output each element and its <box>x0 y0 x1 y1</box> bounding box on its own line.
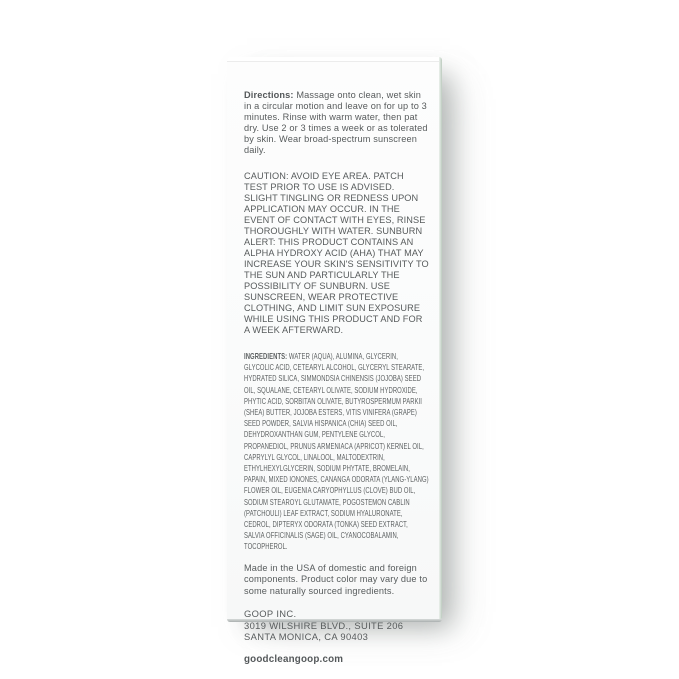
ingredients-section <box>244 351 429 553</box>
company-address-line2: SANTA MONICA, CA 90403 <box>244 631 369 643</box>
ingredients-label: INGREDIENTS: <box>244 351 288 361</box>
directions-text: Massage onto clean, wet skin in a circular motion and leave on for up to 3 minutes. Rinse with warm water, then pat dry. Use 2 or 3 times a week or as tolerated by skin. Wear broad-spectrum sunscreen daily. <box>244 90 428 155</box>
company-name: GOOP INC. <box>244 608 297 620</box>
company-address-line1: 3019 WILSHIRE BLVD., SUITE 206 <box>244 619 404 631</box>
ingredients-text: WATER (AQUA), ALUMINA, GLYCERIN, GLYCOLIC ACID, CETEARYL ALCOHOL, GLYCERYL STEARATE, HYDRATED SILICA, SIMMONDSIA CHINENSIS (JOJOBA) SEED OIL, SQUALANE, CETEARYL OLIVATE, SODIUM HYDROXIDE, PHYTIC ACID, SORBITAN OLIVATE, BUTYROSPERMUM PARKII (SHEA) BUTTER, JOJOBA ESTERS, VITIS VINIFERA (GRAPE) SEED POWDER, SALVIA HISPANICA (CHIA) SEED OIL, DEHYDROXANTHAN GUM, PENTYLENE GLYCOL, PROPANEDIOL, PRUNUS ARMENIACA (APRICOT) KERNEL OIL, CAPRYLYL GLYCOL, LINALOOL, MALTODEXTRIN, ETHYLHEXYLGLYCERIN, SODIUM PHYTATE, BROMELAIN, PAPAIN, MIXED IONONES, CANANGA ODORATA (YLANG-YLANG) FLOWER OIL, EUGENIA CARYOPHYLLUS (CLOVE) BUD OIL, SODIUM STEAROYL GLUTAMATE, POGOSTEMON CABLIN (PATCHOULI) LEAF EXTRACT, SODIUM HYALURONATE, CEDROL, DIPTERYX ODORATA (TONKA) SEED EXTRACT, SALVIA OFFICINALIS (SAGE) OIL, CYANOCOBALAMIN, TOCOPHEROL. <box>244 351 429 552</box>
made-in-usa-text: Made in the USA of domestic and foreign components. Product color may vary due to some naturally sourced ingredients. <box>244 562 428 596</box>
box-top-edge <box>227 57 442 62</box>
website-url-text: goodcleangoop.com <box>244 653 344 665</box>
panel-content <box>244 90 429 665</box>
directions-paragraph <box>244 90 429 156</box>
product-box-back-panel <box>227 57 442 665</box>
ingredients-paragraph <box>244 351 429 553</box>
caution-paragraph: CAUTION: AVOID EYE AREA. PATCH TEST PRIOR TO USE IS ADVISED. SLIGHT TINGLING OR REDNESS UPON APPLICATION MAY OCCUR. IN THE EVENT OF CONTACT WITH EYES, RINSE THOROUGHLY WITH WATER. SUNBURN ALERT: THIS PRODUCT CONTAINS AN ALPHA HYDROXY ACID (AHA) THAT MAY INCREASE YOUR SKIN'S SENSITIVITY TO THE SUN AND PARTICULARLY THE POSSIBILITY OF SUNBURN. USE SUNSCREEN, WEAR PROTECTIVE CLOTHING, AND LIMIT SUN EXPOSURE WHILE USING THIS PRODUCT AND FOR A WEEK AFTERWARD. <box>244 171 429 335</box>
box-right-green-edge <box>439 57 442 620</box>
directions-label: Directions: <box>244 90 294 100</box>
company-address <box>244 608 429 643</box>
